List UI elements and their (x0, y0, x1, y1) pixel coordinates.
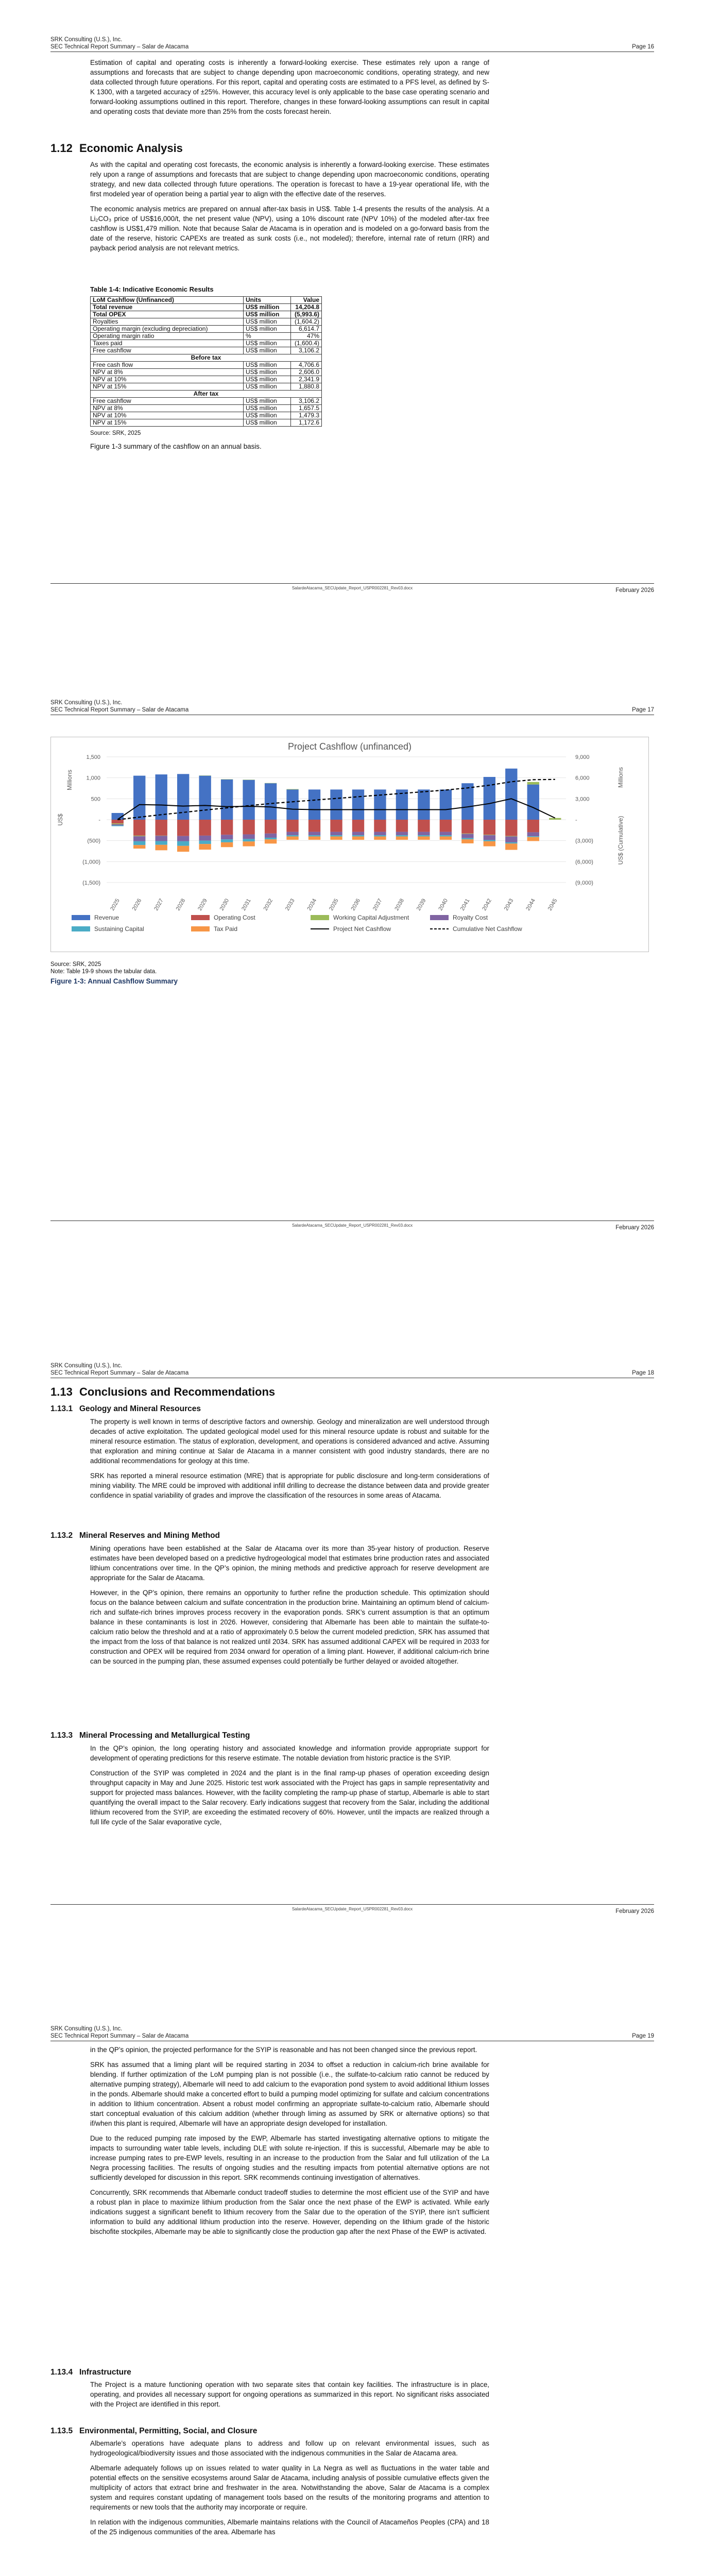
bar-operating-cost (265, 820, 277, 834)
footer-date: February 2026 (615, 1908, 654, 1914)
header-report-title: SEC Technical Report Summary – Salar de Atacama (50, 2033, 189, 2039)
bar-sustaining-capital (133, 841, 145, 845)
legend-label: Royalty Cost (453, 914, 488, 921)
y2-axis-title: US$ (Cumulative) (617, 816, 624, 865)
table-cell: US$ million (244, 362, 291, 369)
section-heading: 1.12 Economic Analysis (50, 142, 183, 155)
paragraph: Estimation of capital and operating costs is inherently a forward-looking exercise. These estimates rely upon a range of assumptions and forecasts that are subject to change depending upon macroeconomic conditions, operating strategy, and new data collected through future operations. For this report, capital and operating costs are estimated to a PFS level, as defined by S-K 1300, with a targeted accuracy of ±25%. However, this accuracy level is only applicable to the base case operating scenario and forward-looking assumptions outlined in this report. Therefore, changes in these forward-looking assumptions can result in capital and operating costs that deviate more than 25% from the costs forecast herein. (90, 59, 489, 115)
bar-tax-paid (461, 839, 473, 843)
bar-operating-cost (133, 820, 145, 836)
figure-caption: Figure 1-3: Annual Cashflow Summary (50, 977, 178, 985)
page-number: Page 16 (632, 44, 654, 50)
table-source: Source: SRK, 2025 (90, 430, 141, 436)
x-tick-label: 2026 (131, 897, 143, 912)
table-row (91, 311, 322, 318)
y-tick-label: - (98, 817, 100, 823)
bar-sustaining-capital (396, 835, 408, 836)
y2-tick-label: 9,000 (575, 754, 590, 760)
legend-label: Sustaining Capital (94, 925, 144, 933)
header-report-title: SEC Technical Report Summary – Salar de Atacama (50, 1370, 189, 1376)
bar-tax-paid (177, 846, 189, 852)
paragraph: In relation with the indigenous communities, Albemarle maintains relations with the Council of Atacameños Peoples (CPA) and 18 of the 25 indigenous communities of the area. Albemarle has (90, 2518, 489, 2536)
bar-royalty-cost (352, 832, 364, 836)
bar-royalty-cost (177, 836, 189, 841)
table-cell: NPV at 8% (91, 369, 244, 376)
table-header: Value (291, 297, 322, 304)
bar-tax-paid (440, 837, 452, 840)
bar-sustaining-capital (461, 838, 473, 839)
table-cell: US$ million (244, 376, 291, 383)
table-row (91, 326, 322, 333)
table-cell: % (244, 333, 291, 340)
paragraph: SRK has reported a mineral resource estimation (MRE) that is appropriate for public disclosure and long-term considerations of mining viability. The MRE could be improved with additional infill drilling to decrease the distance between data and provide greater confidence in spatial variability of grades and improve the classification of the resources in some areas of Atacama. (90, 1472, 489, 1499)
x-tick-label: 2040 (437, 897, 449, 912)
table-section-label: After tax (91, 391, 322, 398)
bar-revenue (418, 789, 430, 820)
page-19 (0, 1989, 703, 2576)
bar-operating-cost (286, 820, 298, 832)
page-number: Page 17 (632, 707, 654, 713)
subsection-heading: 1.13.2 Mineral Reserves and Mining Method (50, 1531, 220, 1540)
economic-results-table (90, 296, 322, 427)
x-tick-label: 2045 (546, 897, 559, 912)
bar-operating-cost (527, 820, 539, 832)
bar-tax-paid (396, 837, 408, 840)
x-tick-label: 2044 (525, 897, 537, 912)
table-cell: NPV at 15% (91, 419, 244, 427)
legend-label: Revenue (94, 914, 119, 921)
table-cell: Royalties (91, 318, 244, 326)
chart-title: Project Cashflow (unfinanced) (287, 741, 412, 752)
table-row (91, 340, 322, 347)
table-cell: 6,614.7 (291, 326, 322, 333)
bar-royalty-cost (308, 832, 320, 836)
bar-working-capital-adjustment (199, 775, 211, 776)
bar-sustaining-capital (112, 825, 124, 826)
paragraph: As with the capital and operating cost forecasts, the economic analysis is inherently a forward-looking exercise. These estimates rely upon a range of assumptions and forecasts that are subject to change depending upon macroeconomic conditions, operating strategy, and new data collected through future operations. The operation is forecast to have a 19-year operational life, with the first modeled year of operation being a partial year to align with the effective date of the reserves. (90, 161, 489, 198)
x-tick-label: 2037 (371, 897, 384, 912)
table-cell: NPV at 15% (91, 383, 244, 391)
paragraph: In the QP’s opinion, the long operating history and associated knowledge and information provide appropriate support for development of operating predictions for this reserve estimate. The notable deviation from historic practice is the SYIP. (90, 1744, 489, 1762)
table-caption: Table 1-4: Indicative Economic Results (90, 285, 214, 293)
table-cell: 1,880.8 (291, 383, 322, 391)
table-cell: US$ million (244, 340, 291, 347)
bar-royalty-cost (112, 824, 124, 825)
bar-revenue (527, 785, 539, 820)
table-row (91, 376, 322, 383)
y-tick-label: 500 (91, 796, 100, 803)
subsection-heading: 1.13.1 Geology and Mineral Resources (50, 1404, 201, 1413)
table-cell: Free cashflow (91, 398, 244, 405)
bar-operating-cost (243, 820, 254, 834)
x-tick-label: 2039 (415, 897, 427, 912)
bar-sustaining-capital (199, 841, 211, 844)
table-cell: 2,341.9 (291, 376, 322, 383)
bar-operating-cost (330, 820, 342, 832)
table-cell: 1,172.6 (291, 419, 322, 427)
x-tick-label: 2034 (306, 897, 318, 912)
table-cell: US$ million (244, 398, 291, 405)
bar-revenue (286, 789, 298, 820)
bar-royalty-cost (418, 832, 430, 836)
bar-operating-cost (156, 820, 167, 836)
table-section-label: Before tax (91, 354, 322, 362)
bar-tax-paid (265, 839, 277, 843)
table-row (91, 419, 322, 427)
bar-revenue (243, 780, 254, 820)
y2-tick-label: - (575, 817, 577, 823)
chart-notes (50, 961, 157, 975)
table-cell: US$ million (244, 383, 291, 391)
paragraph: Due to the reduced pumping rate imposed by the EWP, Albemarle has started investigating alternative options to mitigate the impacts to surrounding water table levels, including DLE with solute re-injection. If this is successful, Albemarle may be able to increase pumping rates to pre-EWP levels, resulting in an increase to the production from the Salar and full utilization of the La Negra processing facilities. The results of ongoing studies and the resulting impacts from potential alternative options are not sufficiently developed for discussion in this report. SRK recommends continuing investigation of alternatives. (90, 2134, 489, 2181)
y-axis-units: Millions (66, 769, 73, 791)
bar-tax-paid (418, 837, 430, 840)
table-cell: (1,604.2) (291, 318, 322, 326)
body-text (90, 1743, 489, 1832)
bar-royalty-cost (330, 832, 342, 836)
y2-tick-label: (9,000) (575, 880, 593, 886)
x-tick-label: 2029 (197, 897, 209, 912)
bar-tax-paid (286, 837, 298, 840)
subsection-heading: 1.13.5 Environmental, Permitting, Social, and Closure (50, 2427, 258, 2435)
paragraph: However, in the QP’s opinion, there remains an opportunity to further refine the production schedule. This optimization should focus on the balance between calcium and sulfate concentration in the production brine. Maintaining an optimum blend of calcium-rich and sulfate-rich brines improves process recovery in the evaporation ponds. SRK’s current assumption is that an optimum balance in these contaminants is lost in 2026. However, considering that Albemarle has been able to maintain the sulfate-to-calcium ratio below the threshold and at a ratio of approximately 0.5 below the current modeled prediction, SRK has assumed that the impact from the loss of that balance is not realized until 2034. SRK has assumed additional CAPEX will be required in 2033 for construction and OPEX will be required from 2034 onward for operation of a liming plant. However, if additional calcium-rich brine can be sourced in the pumping plan, these assumed expenses could potentially be further delayed or avoided altogether. (90, 1589, 489, 1665)
table-header: LoM Cashflow (Unfinanced) (91, 297, 244, 304)
paragraph: Albemarle adequately follows up on issues related to water quality in La Negra as well as fluctuations in the water table and potential effects on the sensitive ecosystems around Salar de Atacama, including analysis of possible cumulative effects given the multiplicity of actors that extract brine and freshwater in the area. Notwithstanding the above, Salar de Atacama is a complex system and requires constant updating of management tools based on the results of the monitoring programs and attention to requirements or new tools that the authority may incorporate or require. (90, 2464, 489, 2511)
x-tick-label: 2027 (153, 897, 165, 912)
table-cell: US$ million (244, 326, 291, 333)
table-row (91, 362, 322, 369)
bar-sustaining-capital (265, 838, 277, 839)
bar-operating-cost (221, 820, 233, 835)
table-cell: US$ million (244, 419, 291, 427)
legend-swatch (311, 915, 329, 920)
bar-royalty-cost (396, 832, 408, 836)
legend-swatch (191, 915, 210, 920)
table-cell: Operating margin (excluding depreciation) (91, 326, 244, 333)
table-row (91, 318, 322, 326)
x-tick-label: 2035 (328, 897, 340, 912)
bar-operating-cost (484, 820, 495, 835)
page-header (50, 699, 654, 714)
table-row (91, 333, 322, 340)
bar-sustaining-capital (374, 835, 386, 836)
header-company: SRK Consulting (U.S.), Inc. (50, 2026, 123, 2032)
table-cell: NPV at 10% (91, 376, 244, 383)
chart-source: Source: SRK, 2025 (50, 961, 101, 968)
bar-revenue (133, 776, 145, 820)
subsection-heading: 1.13.4 Infrastructure (50, 2368, 131, 2377)
y-tick-label: (500) (87, 838, 100, 844)
bar-revenue (330, 789, 342, 820)
bar-operating-cost (396, 820, 408, 832)
bar-tax-paid (308, 837, 320, 840)
footer-filename: SalardeAtacama_SECUpdate_Report_USPR002281_Rev03.docx (292, 586, 413, 590)
paragraph: The Project is a mature functioning operation with two separate sites that contain key facilities. The infrastructure is in place, operating, and provides all necessary support for ongoing operations as summarized in this report. No significant risks associated with the Project are identified in this report. (90, 2381, 489, 2408)
bar-revenue (505, 769, 517, 820)
bar-royalty-cost (243, 834, 254, 839)
bar-operating-cost (177, 820, 189, 836)
bar-operating-cost (352, 820, 364, 832)
legend-label: Operating Cost (214, 914, 255, 921)
table-cell: NPV at 8% (91, 405, 244, 412)
bar-revenue (484, 777, 495, 820)
x-tick-label: 2032 (262, 897, 275, 912)
table-cell: NPV at 10% (91, 412, 244, 419)
page-number: Page 18 (632, 1370, 654, 1376)
bar-sustaining-capital (527, 836, 539, 837)
table-row (91, 412, 322, 419)
table-cell: 1,657.5 (291, 405, 322, 412)
paragraph: Mining operations have been established at the Salar de Atacama over its more than 35-year history of production. Reserve estimates have been developed based on a predictive hydrogeological model that estimates brine production rates and associated lithium concentrations over time. In the QP’s opinion, the mining methods and predictive approach for reserve development are appropriate for the Salar de Atacama. (90, 1545, 489, 1582)
paragraph: Concurrently, SRK recommends that Albemarle conduct tradeoff studies to determine the most efficient use of the SYIP and have a robust plan in place to maximize lithium production from the Salar once the next phase of the EWP is activated. While early indications suggest a significant benefit to lithium recovery from the Salar due to the operation of the SYIP, there isn’t sufficient information to build any additional lithium production into the reserve. However, depending on the lithium grade of the historic bischofite stockpiles, Albemarle may be able to significantly close the production gap after the next Phase of the EWP is activated. (90, 2189, 489, 2235)
bar-royalty-cost (484, 835, 495, 840)
table-cell: US$ million (244, 405, 291, 412)
bar-operating-cost (440, 820, 452, 832)
y2-tick-label: (6,000) (575, 859, 593, 866)
bar-revenue (221, 779, 233, 820)
body-text (90, 58, 489, 122)
bar-royalty-cost (286, 832, 298, 836)
table-cell: US$ million (244, 318, 291, 326)
bar-sustaining-capital (156, 841, 167, 844)
bar-sustaining-capital (330, 835, 342, 836)
bar-sustaining-capital (418, 835, 430, 836)
legend-swatch (191, 926, 210, 931)
body-text (90, 1544, 489, 1671)
table-cell: US$ million (244, 347, 291, 354)
bar-working-capital-adjustment (243, 779, 254, 780)
header-company: SRK Consulting (U.S.), Inc. (50, 700, 123, 706)
bar-revenue (308, 789, 320, 820)
chart-note: Note: Table 19-9 shows the tabular data. (50, 969, 157, 975)
table-cell: (5,993.6) (291, 311, 322, 318)
bar-tax-paid (199, 844, 211, 850)
bar-operating-cost (374, 820, 386, 832)
y-tick-label: (1,500) (82, 880, 100, 886)
bar-sustaining-capital (484, 840, 495, 841)
table-cell: 47% (291, 333, 322, 340)
table-cell: 3,106.2 (291, 347, 322, 354)
page-header (50, 36, 654, 50)
bar-revenue (156, 774, 167, 820)
x-tick-label: 2036 (350, 897, 362, 912)
table-cell: Operating margin ratio (91, 333, 244, 340)
x-tick-label: 2042 (481, 897, 493, 912)
bar-operating-cost (418, 820, 430, 832)
bar-revenue (374, 789, 386, 820)
bar-sustaining-capital (352, 835, 364, 836)
y2-tick-label: 6,000 (575, 775, 590, 782)
body-text (90, 160, 489, 258)
bar-revenue (396, 789, 408, 820)
table-cell: US$ million (244, 369, 291, 376)
page-header (50, 1362, 654, 1377)
page-number: Page 19 (632, 2033, 654, 2039)
bar-revenue (352, 789, 364, 820)
x-tick-label: 2031 (241, 897, 252, 912)
table-cell: 14,204.8 (291, 304, 322, 311)
bar-working-capital-adjustment (286, 789, 298, 790)
bar-operating-cost (199, 820, 211, 836)
table-cell: Free cash flow (91, 362, 244, 369)
bar-sustaining-capital (505, 842, 517, 843)
legend-label: Working Capital Adjustment (333, 914, 409, 921)
page-18 (0, 1326, 703, 1989)
bar-tax-paid (221, 842, 233, 847)
legend-swatch (430, 915, 449, 920)
bar-royalty-cost (374, 832, 386, 836)
bar-sustaining-capital (177, 841, 189, 846)
table-row (91, 369, 322, 376)
table-cell: US$ million (244, 412, 291, 419)
table-cell: Total revenue (91, 304, 244, 311)
table-cell: Free cashflow (91, 347, 244, 354)
economic-table-block (90, 284, 489, 456)
bar-tax-paid (527, 837, 539, 841)
bar-sustaining-capital (308, 835, 320, 836)
bar-royalty-cost (156, 836, 167, 841)
bar-working-capital-adjustment (112, 823, 124, 824)
page-header (50, 2025, 654, 2040)
paragraph: SRK has assumed that a liming plant will be required starting in 2034 to offset a reduction in calcium-rich brine available for blending. If further optimization of the LoM pumping plan is not possible (i.e., the sulfate-to-calcium ratio cannot be reduced by alternative pumping strategy), Albemarle will need to add calcium to the evaporation pond system to avoid additional lithium losses in the ponds. Albemarle should make a concerted effort to build a pumping model optimizing for sulfate and calcium concentrations in addition to lithium concentration. Absent a robust model confirming an appropriate sulfate-to-calcium ratio, Albemarle should start conceptual evaluation of this calcium addition (whether through liming as assumed by SRK or alternative options) so that if/when this plant is required, Albemarle will have an appropriate design developed for installation. (90, 2061, 489, 2127)
bar-sustaining-capital (440, 835, 452, 836)
footer-filename: SalardeAtacama_SECUpdate_Report_USPR002281_Rev03.docx (292, 1223, 413, 1228)
bar-royalty-cost (440, 832, 452, 836)
paragraph: The economic analysis metrics are prepared on annual after-tax basis in US$. Table 1-4 presents the results of the analysis. At a Li₂CO₃ price of US$16,000/t, the net present value (NPV), using a 10% discount rate (NPV 10%) of the modeled after-tax free cashflow is US$1,479 million. Note that because Salar de Atacama is in operation and is modeled on a go-forward basis from the date of the reserve, historic CAPEXs are treated as sunk costs (i.e., not modeled); therefore, internal rate of return (IRR) and payback period analysis are not relevant metrics. (90, 205, 489, 252)
bar-royalty-cost (133, 836, 145, 841)
x-tick-label: 2038 (393, 897, 406, 912)
x-tick-label: 2028 (175, 897, 187, 912)
bar-royalty-cost (221, 835, 233, 839)
body-text (90, 2045, 489, 2242)
page-17 (0, 663, 703, 1326)
bar-royalty-cost (527, 832, 539, 836)
table-cell: (1,600.4) (291, 340, 322, 347)
x-tick-label: 2043 (503, 897, 515, 912)
bar-working-capital-adjustment (265, 783, 277, 784)
bar-working-capital-adjustment (527, 782, 539, 785)
footer-date: February 2026 (615, 1225, 654, 1231)
bar-working-capital-adjustment (505, 836, 517, 837)
x-tick-label: 2033 (284, 897, 296, 912)
legend-label: Tax Paid (214, 925, 238, 933)
bar-tax-paid (156, 845, 167, 851)
cashflow-chart (50, 737, 649, 952)
bar-sustaining-capital (286, 835, 298, 836)
table-header: Units (244, 297, 291, 304)
chart-canvas (51, 737, 648, 952)
footer-filename: SalardeAtacama_SECUpdate_Report_USPR002281_Rev03.docx (292, 1907, 413, 1911)
bar-sustaining-capital (221, 839, 233, 842)
page-16 (0, 0, 703, 663)
x-tick-label: 2041 (459, 897, 471, 912)
y2-tick-label: (3,000) (575, 838, 593, 844)
bar-revenue (199, 776, 211, 820)
table-row (91, 405, 322, 412)
table-cell: Total OPEX (91, 311, 244, 318)
y-tick-label: 1,500 (86, 754, 100, 760)
body-text (90, 2380, 489, 2414)
y2-axis-units: Millions (617, 767, 624, 788)
body-text (90, 2438, 489, 2542)
bar-tax-paid (133, 845, 145, 849)
footer-date: February 2026 (615, 587, 654, 594)
subsection-heading: 1.13.3 Mineral Processing and Metallurgical Testing (50, 1731, 250, 1740)
y-axis-title: US$ (57, 814, 64, 826)
x-tick-label: 2030 (218, 897, 231, 912)
paragraph: Construction of the SYIP was completed in 2024 and the plant is in the final ramp-up phases of operation exceeding design throughput capacity in May and June 2025. Historic test work associated with the Project has gaps in sample representativity and support for projected mass balances. However, with the facility completing the ramp-up phase of startup, Albemarle is able to start quantifying the overall impact to the Salar recovery. Early indications suggest that recovery from the Salar, including the additional lithium recovered from the SYIP, are exceeding the estimated recovery of 60%. However, until the impacts are realized through a full life cycle of the Salar evaporative cycle, (90, 1769, 489, 1826)
table-cell: 3,106.2 (291, 398, 322, 405)
bar-revenue (440, 789, 452, 820)
bar-working-capital-adjustment (221, 779, 233, 780)
header-company: SRK Consulting (U.S.), Inc. (50, 37, 123, 43)
body-text (90, 1417, 489, 1505)
table-cell: 1,479.3 (291, 412, 322, 419)
bar-revenue (265, 783, 277, 820)
bar-tax-paid (243, 841, 254, 846)
bar-operating-cost (461, 820, 473, 834)
x-tick-label: 2025 (109, 897, 121, 912)
bar-tax-paid (374, 837, 386, 840)
table-row (91, 398, 322, 405)
bar-royalty-cost (505, 837, 517, 842)
bar-royalty-cost (199, 836, 211, 841)
bar-tax-paid (330, 837, 342, 840)
legend-swatch (72, 926, 90, 931)
table-row (91, 347, 322, 354)
legend-label: Project Net Cashflow (333, 925, 391, 933)
y2-tick-label: 3,000 (575, 796, 590, 803)
bar-revenue (177, 774, 189, 820)
table-cell: US$ million (244, 311, 291, 318)
header-report-title: SEC Technical Report Summary – Salar de Atacama (50, 44, 189, 50)
table-cell: 2,606.0 (291, 369, 322, 376)
paragraph: Albemarle’s operations have adequate plans to address and follow up on relevant environmental issues, such as hydrogeological/biodiversity issues and those associated with the indigenous communities in the Salar de Atacama area. (90, 2439, 489, 2457)
legend-label: Cumulative Net Cashflow (453, 925, 522, 933)
table-row (91, 304, 322, 311)
y-tick-label: 1,000 (86, 775, 100, 782)
paragraph: The property is well known in terms of descriptive factors and ownership. Geology and mineralization are well understood through decades of active exploitation. The updated geological model used for this mineral resource update is robust and suitable for the mineral resource estimation. The status of exploration, development, and operations is considered advanced and active. Assuming that exploration and mining continue at Salar de Atacama in a manner consistent with good industry standards, there are no additional recommendations for geology at this time. (90, 1418, 489, 1465)
section-heading: 1.13 Conclusions and Recommendations (50, 1385, 276, 1398)
bar-sustaining-capital (243, 839, 254, 841)
bar-tax-paid (484, 841, 495, 846)
bar-tax-paid (352, 837, 364, 840)
bar-tax-paid (505, 843, 517, 850)
bar-royalty-cost (265, 834, 277, 838)
table-cell: 4,706.6 (291, 362, 322, 369)
bar-royalty-cost (461, 834, 473, 838)
header-report-title: SEC Technical Report Summary – Salar de Atacama (50, 707, 189, 713)
bar-working-capital-adjustment (549, 818, 561, 820)
bar-operating-cost (505, 820, 517, 836)
bar-operating-cost (112, 820, 124, 823)
paragraph: Figure 1-3 summary of the cashflow on an annual basis. (90, 443, 262, 450)
y-tick-label: (1,000) (82, 859, 100, 866)
paragraph: in the QP’s opinion, the projected performance for the SYIP is reasonable and has not been changed since the previous report. (90, 2046, 477, 2054)
table-cell: US$ million (244, 304, 291, 311)
table-row (91, 383, 322, 391)
table-cell: Taxes paid (91, 340, 244, 347)
header-company: SRK Consulting (U.S.), Inc. (50, 1363, 123, 1369)
legend-swatch (72, 915, 90, 920)
bar-operating-cost (308, 820, 320, 832)
